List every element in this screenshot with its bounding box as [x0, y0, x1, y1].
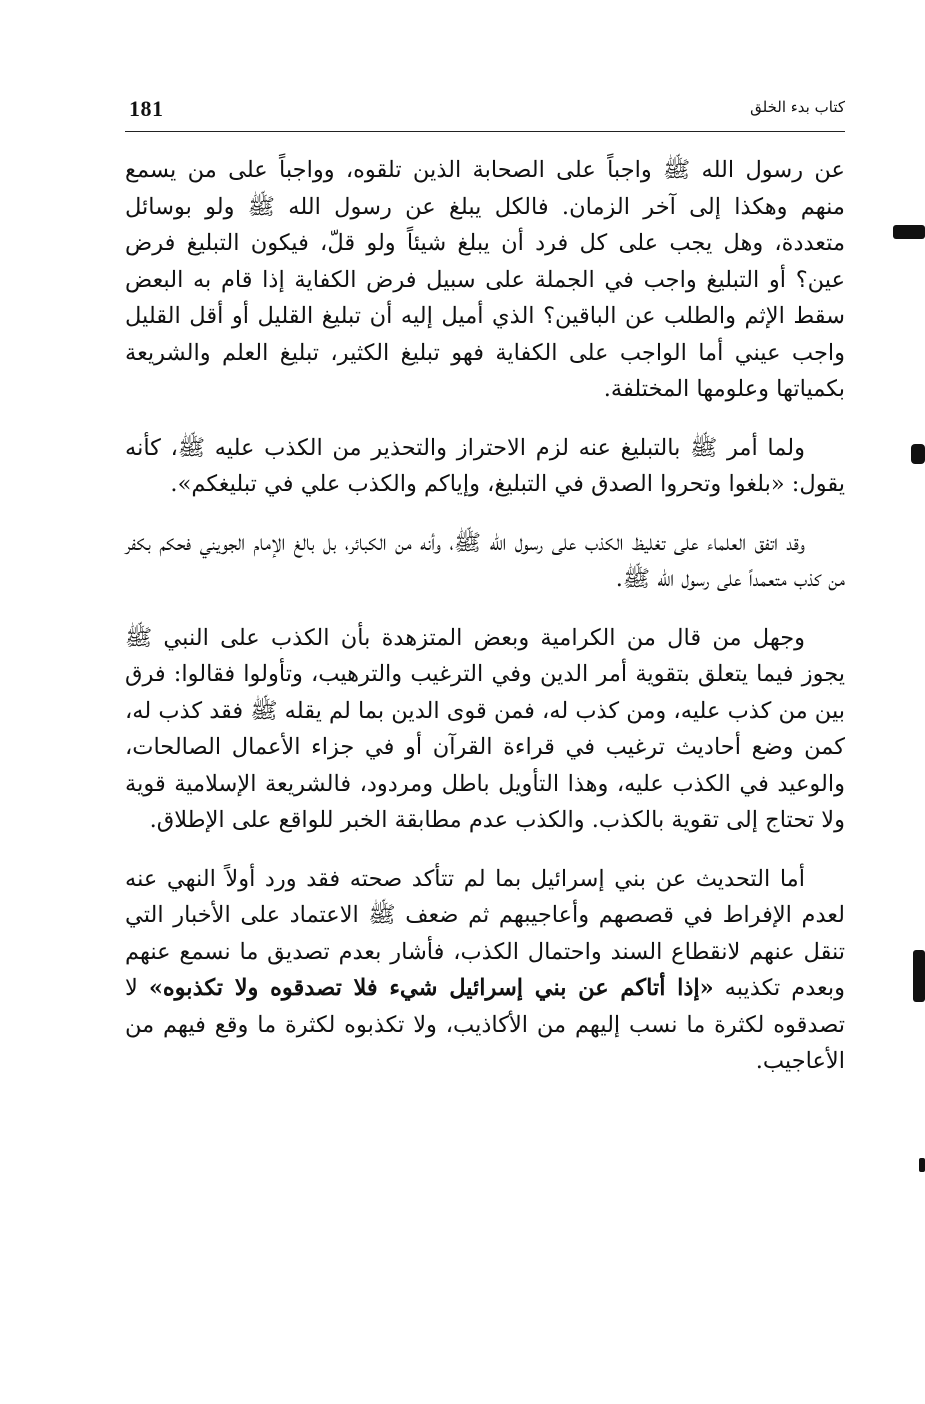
paragraph-4: وجهل من قال من الكرامية وبعض المتزهدة بأن الكذب على النبي ﷺ يجوز فيما يتعلق بتقوية أمر الدين وفي الترغيب والترهيب، وتأولوا فقالوا: فرق بين من كذب عليه، ومن كذب له، فمن قوى الدين بما لم يقله ﷺ فقد كذب له، كمن وضع أحاديث ترغيب في قراءة القرآن أو في جزاء الأعمال الصالحات، والوعيد في الكذب عليه، وهذا التأويل باطل ومردود، فالشريعة الإسلامية قوية ولا تحتاج إلى تقوية بالكذب. والكذب عدم مطابقة الخبر للواقع على الإطلاق.: [125, 624, 845, 833]
page-header: [125, 88, 845, 132]
paragraph-1: عن رسول الله ﷺ واجباً على الصحابة الذين تلقوه، وواجباً على من يسمع منهم وهكذا إلى آخر الزمان. فالكل يبلغ عن رسول الله ﷺ ولو بوسائل متعددة، وهل يجب على كل فرد أن يبلغ شيئاً ولو قلّ، فيكون التبليغ فرض عين؟ أو التبليغ واجب في الجملة على سبيل فرض الكفاية إذا قام به البعض سقط الإثم والطلب عن الباقين؟ الذي أميل إليه أن تبليغ القليل أو أقل القليل واجب عيني أما الواجب على الكفاية فهو تبليغ الكثير، تبليغ العلم والشريعة بكمياتها وعلومها المختلفة.: [125, 157, 845, 402]
hadith-quote: «إذا أتاكم عن بني إسرائيل شيء فلا تصدقوه ولا تكذبوه»: [148, 975, 714, 1001]
scan-edge-mark: [913, 950, 925, 1002]
paragraph-3: وقد اتفق العلماء على تغليظ الكذب على رسول الله ﷺ، وأنه من الكبائر، بل بالغ الإمام الجويني فحكم بكفر من كذب متعمداً على رسول الله ﷺ.: [125, 529, 845, 592]
page-number: 181: [129, 96, 164, 121]
scan-edge-mark: [911, 444, 925, 464]
paragraph-5: [125, 861, 845, 1080]
running-title: كتاب بدء الخلق: [750, 98, 845, 116]
paragraph-2: ولما أمر ﷺ بالتبليغ عنه لزم الاحتراز والتحذير من الكذب عليه ﷺ، كأنه يقول: «بلغوا وتحروا الصدق في التبليغ، وإياكم والكذب علي في تبليغكم».: [125, 434, 845, 497]
paragraph-5-text-after: لا تصدقوه لكثرة ما نسب إليهم من الأكاذيب، ولا تكذبوه لكثرة ما وقع فيهم من الأعاجيب.: [125, 975, 845, 1074]
scan-edge-mark: [919, 1158, 925, 1172]
paragraph-5-text-before: أما التحديث عن بني إسرائيل بما لم تتأكد صحته فقد ورد أولاً النهي عنه لعدم الإفراط في قصصهم وأعاجيبهم ثم ضعف ﷺ الاعتماد على الأخبار التي تنقل عنهم لانقطاع السند واحتمال الكذب، فأشار بعدم تصديق ما نسمع عنهم وبعدم تكذيبه: [125, 865, 846, 1001]
header-rule: [125, 131, 845, 132]
scan-edge-mark: [893, 225, 925, 239]
body-text: [125, 152, 845, 1102]
